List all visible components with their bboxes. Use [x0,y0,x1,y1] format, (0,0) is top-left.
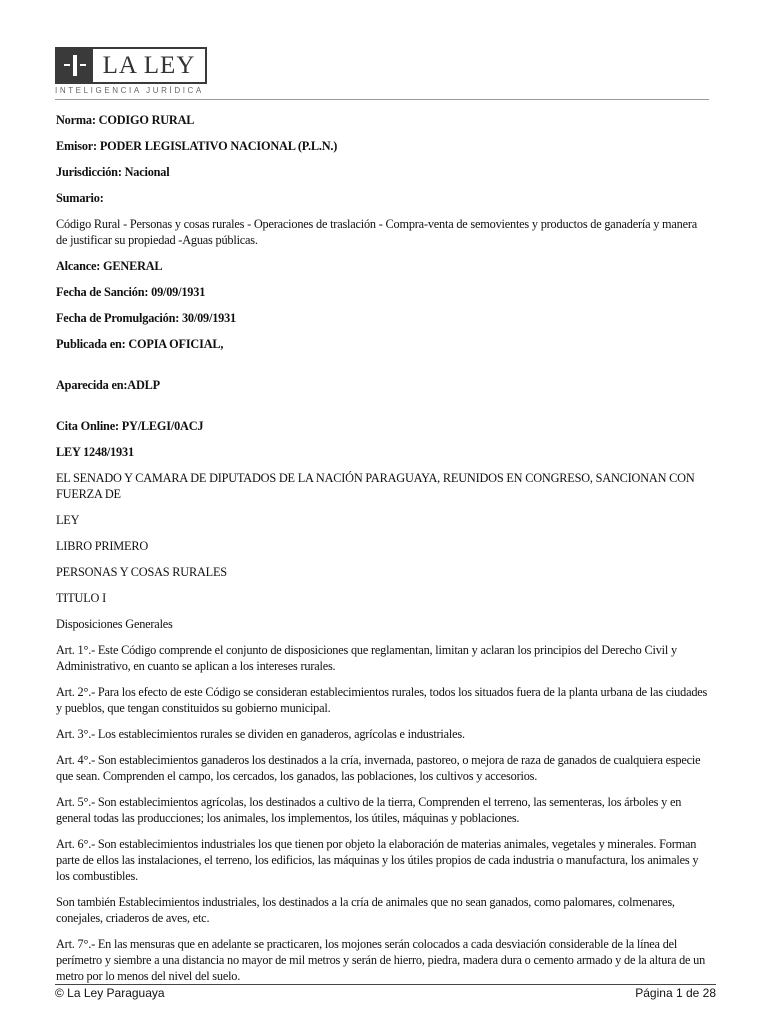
libro-heading: LIBRO PRIMERO [56,539,149,553]
titulo-heading: TITULO I [56,591,106,605]
section-heading: PERSONAS Y COSAS RURALES [56,565,227,579]
preamble: EL SENADO Y CAMARA DE DIPUTADOS DE LA NACIÓN PARAGUAYA, REUNIDOS EN CONGRESO, SANCIONAN CON FUERZA DE [56,471,695,501]
article-7: Art. 7°.- En las mensuras que en adelante se practicaren, los mojones serán colocados a cada desviación considerable de la línea del perímetro y siembre a una distancia no mayor de mil metros y serán de hierro, piedra, madera dura o cemento armado y de la altura de un metro por lo menos del nivel del suelo. [56,937,706,983]
fecha-promulgacion-field: Fecha de Promulgación: 30/09/1931 [56,311,237,325]
sumario-label: Sumario: [56,191,104,205]
article-1: Art. 1°.- Este Código comprende el conjunto de disposiciones que reglamentan, limitan y aclaran los principios del Derecho Civil y Administrativo, en cuanto se aplican a los intereses rurales. [56,643,677,673]
ley-number: LEY 1248/1931 [56,445,134,459]
logo-emblem-icon [57,49,93,82]
article-3: Art. 3°.- Los establecimientos rurales se dividen en ganaderos, agrícolas e industriales. [56,727,465,741]
emisor-field: Emisor: PODER LEGISLATIVO NACIONAL (P.L.N.) [56,139,338,153]
article-6-continued: Son también Establecimientos industriales, los destinados a la cría de animales que no sean ganados, como palomares, colmenares, conejales, criaderos de aves, etc. [56,895,675,925]
footer-copyright: © La Ley Paraguaya [55,986,165,1000]
fecha-sancion-field: Fecha de Sanción: 09/09/1931 [56,285,206,299]
cita-online-field: Cita Online: PY/LEGI/0ACJ [56,419,204,433]
jurisdiccion-field: Jurisdicción: Nacional [56,165,170,179]
article-5: Art. 5°.- Son establecimientos agrícolas, los destinados a cultivo de la tierra, Comprenden el terreno, las sementeras, los árboles y en general todas las producciones; los animales, los implementos, los útiles, máquinas y poblaciones. [56,795,682,825]
article-4: Art. 4°.- Son establecimientos ganaderos los destinados a la cría, invernada, pastoreo, o mejora de raza de ganados de cualquiera especie que sean. Comprenden el campo, los cercados, los ganados, las poblaciones, los cultivos y accesorios. [56,753,701,783]
article-6: Art. 6°.- Son establecimientos industriales los que tienen por objeto la elaboración de materias animales, vegetales y minerales. Forman parte de ellos las instalaciones, el terreno, los edificios, las máquinas y los útiles propios de cada industria o manufactura, los animales y los combustibles. [56,837,699,883]
la-ley-logo [55,47,207,84]
article-2: Art. 2°.- Para los efecto de este Código se consideran establecimientos rurales, todos los situados fuera de la planta urbana de las ciudades y pueblos, que tengan constituidos su gobierno municipal. [56,685,708,715]
publicada-field: Publicada en: COPIA OFICIAL, [56,337,224,351]
page-number: Página 1 de 28 [635,986,716,1000]
aparecida-field: Aparecida en:ADLP [56,378,160,392]
ley-heading: LEY [56,513,80,527]
norma-field: Norma: CODIGO RURAL [56,113,195,127]
logo-text: LA LEY [102,51,196,79]
document-body [56,112,711,994]
header-divider [55,99,709,100]
disposiciones-heading: Disposiciones Generales [56,617,173,631]
sumario-text: Código Rural - Personas y cosas rurales - Operaciones de traslación - Compra-venta de semovientes y productos de ganadería y manera de justificar su propiedad -Aguas públicas. [56,217,698,247]
footer-divider [55,984,716,985]
logo-tagline: INTELIGENCIA JURÍDICA [55,86,204,95]
alcance-field: Alcance: GENERAL [56,259,163,273]
